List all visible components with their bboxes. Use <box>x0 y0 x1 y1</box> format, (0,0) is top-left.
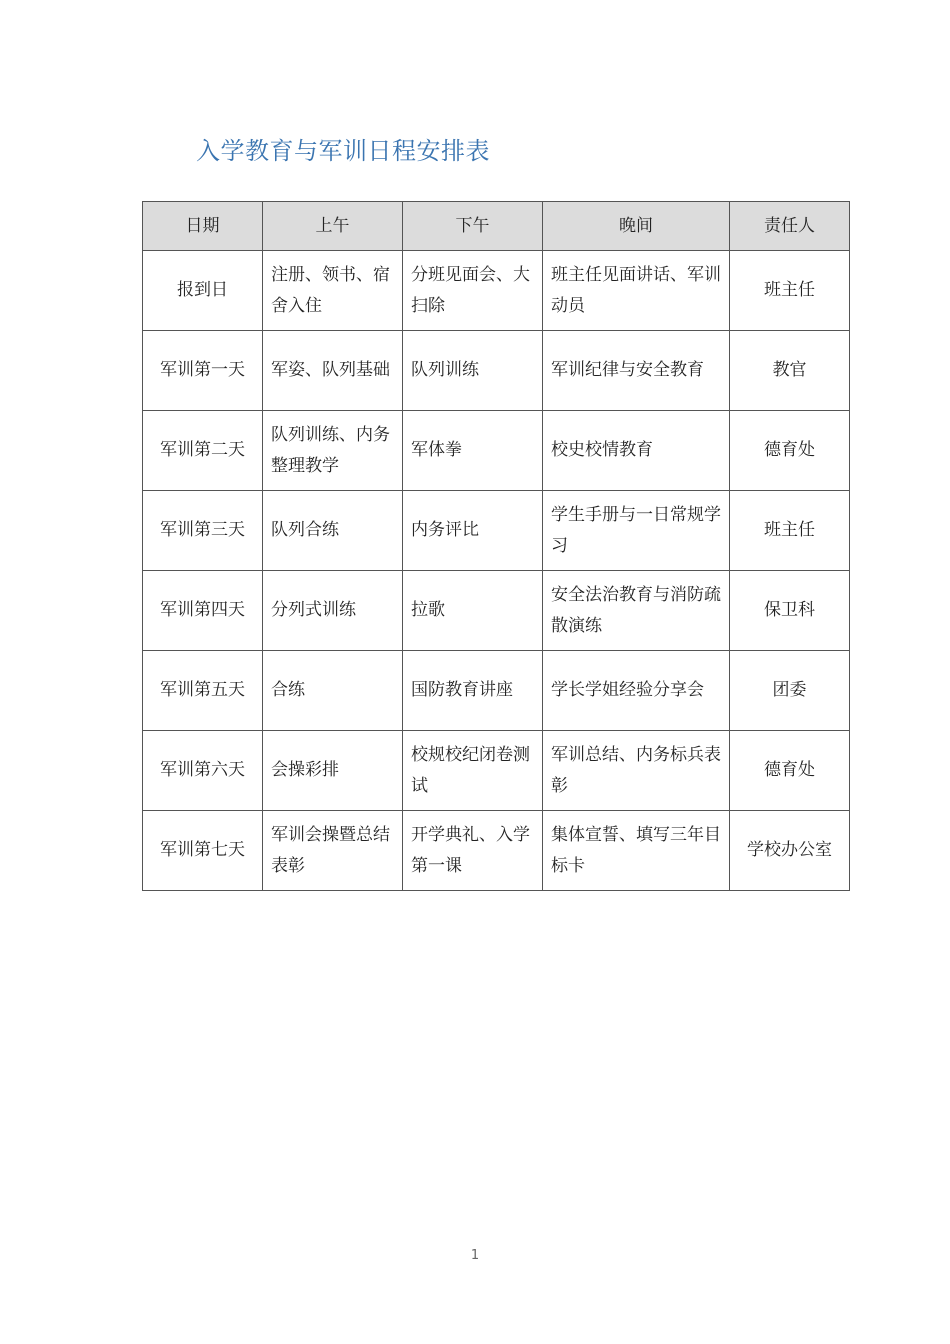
header-owner: 责任人 <box>730 202 850 251</box>
cell-owner: 团委 <box>730 651 850 731</box>
cell-evening: 班主任见面讲话、军训动员 <box>543 251 730 331</box>
table-row <box>143 491 850 571</box>
cell-morning: 队列合练 <box>263 491 403 571</box>
cell-owner: 学校办公室 <box>730 811 850 891</box>
cell-morning: 军姿、队列基础 <box>263 331 403 411</box>
cell-morning: 合练 <box>263 651 403 731</box>
cell-evening: 军训总结、内务标兵表彰 <box>543 731 730 811</box>
cell-afternoon: 军体拳 <box>403 411 543 491</box>
cell-date: 军训第一天 <box>143 331 263 411</box>
cell-morning: 分列式训练 <box>263 571 403 651</box>
cell-owner: 保卫科 <box>730 571 850 651</box>
cell-owner: 教官 <box>730 331 850 411</box>
cell-date: 军训第七天 <box>143 811 263 891</box>
cell-afternoon: 内务评比 <box>403 491 543 571</box>
cell-morning: 队列训练、内务整理教学 <box>263 411 403 491</box>
cell-date: 军训第六天 <box>143 731 263 811</box>
cell-evening: 学生手册与一日常规学习 <box>543 491 730 571</box>
cell-date: 军训第四天 <box>143 571 263 651</box>
table-row <box>143 331 850 411</box>
cell-owner: 德育处 <box>730 411 850 491</box>
cell-owner: 班主任 <box>730 251 850 331</box>
cell-afternoon: 校规校纪闭卷测试 <box>403 731 543 811</box>
table-row <box>143 571 850 651</box>
table-row <box>143 651 850 731</box>
cell-morning: 军训会操暨总结表彰 <box>263 811 403 891</box>
header-morning: 上午 <box>263 202 403 251</box>
cell-date: 报到日 <box>143 251 263 331</box>
cell-evening: 校史校情教育 <box>543 411 730 491</box>
header-afternoon: 下午 <box>403 202 543 251</box>
table-row <box>143 411 850 491</box>
cell-evening: 集体宣誓、填写三年目标卡 <box>543 811 730 891</box>
cell-afternoon: 分班见面会、大扫除 <box>403 251 543 331</box>
table-row <box>143 251 850 331</box>
table-row <box>143 731 850 811</box>
table-header-row <box>143 202 850 251</box>
cell-morning: 注册、领书、宿舍入住 <box>263 251 403 331</box>
header-date: 日期 <box>143 202 263 251</box>
cell-afternoon: 国防教育讲座 <box>403 651 543 731</box>
cell-evening: 学长学姐经验分享会 <box>543 651 730 731</box>
header-evening: 晚间 <box>543 202 730 251</box>
cell-evening: 军训纪律与安全教育 <box>543 331 730 411</box>
cell-afternoon: 队列训练 <box>403 331 543 411</box>
cell-date: 军训第二天 <box>143 411 263 491</box>
cell-afternoon: 开学典礼、入学第一课 <box>403 811 543 891</box>
page-number: 1 <box>470 1248 480 1263</box>
cell-owner: 班主任 <box>730 491 850 571</box>
cell-afternoon: 拉歌 <box>403 571 543 651</box>
table-row <box>143 811 850 891</box>
schedule-table <box>142 201 850 891</box>
cell-date: 军训第五天 <box>143 651 263 731</box>
cell-owner: 德育处 <box>730 731 850 811</box>
cell-date: 军训第三天 <box>143 491 263 571</box>
cell-evening: 安全法治教育与消防疏散演练 <box>543 571 730 651</box>
cell-morning: 会操彩排 <box>263 731 403 811</box>
document-title: 入学教育与军训日程安排表 <box>196 137 490 165</box>
